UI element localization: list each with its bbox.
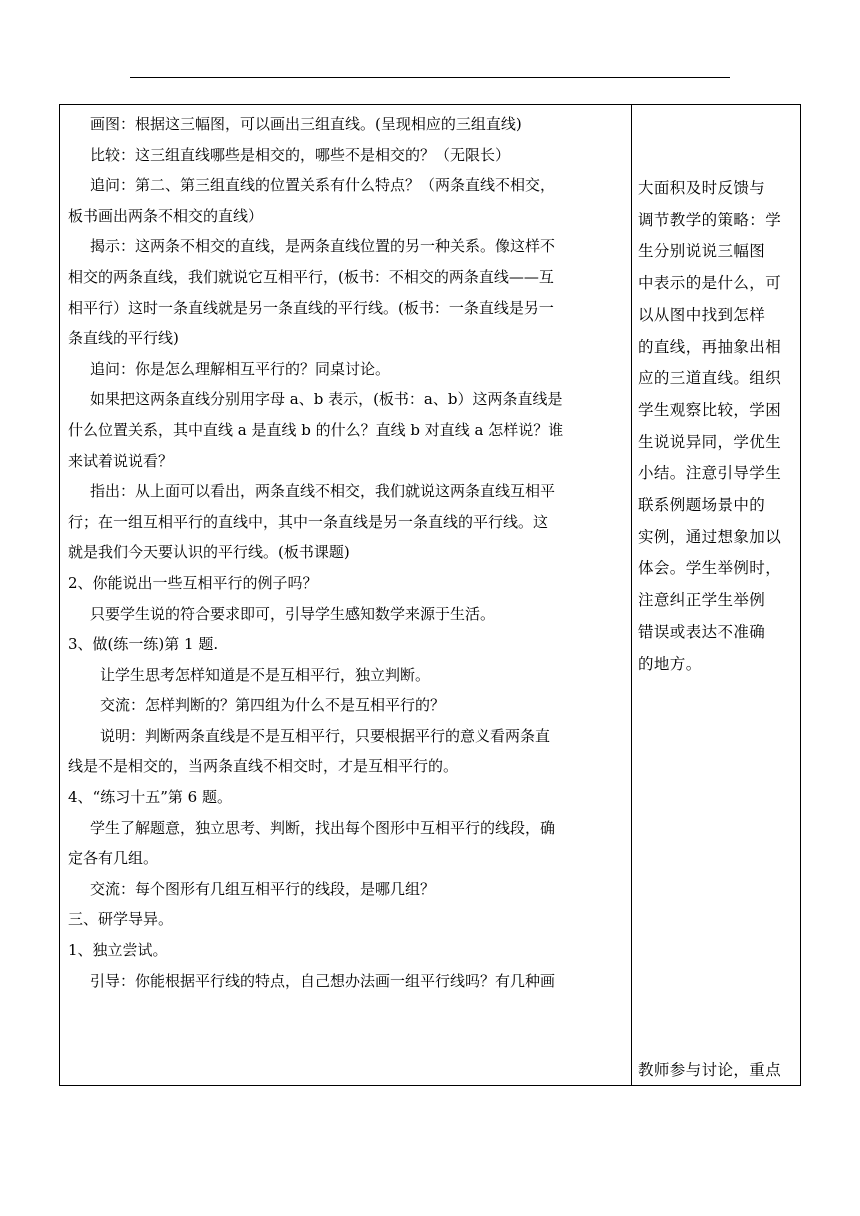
lesson-line: 追问：你是怎么理解相互平行的？同桌讨论。 xyxy=(90,359,391,378)
design-note-line: 生说说异同，学优生 xyxy=(638,432,782,451)
lesson-line: 线是不是相交的，当两条直线不相交时，才是互相平行的。 xyxy=(68,757,459,776)
lesson-line: 只要学生说的符合要求即可，引导学生感知数学来源于生活。 xyxy=(90,604,496,623)
lesson-line: 定各有几组。 xyxy=(68,849,159,868)
lesson-line: 指出：从上面可以看出，两条直线不相交，我们就说这两条直线互相平 xyxy=(90,482,556,501)
lesson-line: 三、研学导异。 xyxy=(68,910,174,929)
design-note-line: 应的三道直线。组织 xyxy=(638,369,782,388)
lesson-table xyxy=(59,104,801,1086)
design-note-line: 调节教学的策略：学 xyxy=(638,210,782,229)
lesson-line: 揭示：这两条不相交的直线，是两条直线位置的另一种关系。像这样不 xyxy=(90,237,556,256)
lesson-line: 引导：你能根据平行线的特点，自己想办法画一组平行线吗？有几种画 xyxy=(90,971,556,990)
design-note-line: 中表示的是什么，可 xyxy=(638,274,782,293)
design-note-line: 联系例题场景中的 xyxy=(638,496,766,515)
lesson-line: 相平行）这时一条直线就是另一条直线的平行线。(板书：一条直线是另一 xyxy=(68,298,554,317)
design-note-line: 注意纠正学生举例 xyxy=(638,591,766,610)
column-divider xyxy=(631,105,632,1085)
design-note-line: 错误或表达不准确 xyxy=(638,622,766,641)
design-note-line: 的地方。 xyxy=(638,654,702,673)
design-notes-bottom xyxy=(638,1055,796,1087)
lesson-line: 交流：每个图形有几组互相平行的线段，是哪几组？ xyxy=(90,879,436,898)
lesson-line: 1、独立尝试。 xyxy=(68,941,168,960)
lesson-line: 交流：怎样判断的？第四组为什么不是互相平行的？ xyxy=(100,696,446,715)
lesson-line: 板书画出两条不相交的直线） xyxy=(68,206,264,225)
design-note-line: 生分别说说三幅图 xyxy=(638,242,766,261)
lesson-process-column xyxy=(68,109,626,996)
lesson-line: 来试着说说看？ xyxy=(68,451,174,470)
lesson-line: 行；在一组互相平行的直线中，其中一条直线是另一条直线的平行线。这 xyxy=(68,512,549,531)
lesson-line: 比较：这三组直线哪些是相交的，哪些不是相交的？（无限长） xyxy=(90,145,511,164)
header-rule xyxy=(130,77,730,78)
design-note-line: 体会。学生举例时， xyxy=(638,559,782,578)
design-note-line: 教师参与讨论，重点 xyxy=(638,1061,782,1079)
design-note-line: 大面积及时反馈与 xyxy=(638,179,766,197)
design-note-line: 实例，通过想象加以 xyxy=(638,527,782,546)
lesson-line: 让学生思考怎样知道是不是互相平行，独立判断。 xyxy=(100,665,431,684)
lesson-line: 说明：判断两条直线是不是互相平行，只要根据平行的意义看两条直 xyxy=(100,726,551,745)
design-notes-column xyxy=(638,173,796,680)
lesson-line: 条直线的平行线) xyxy=(68,329,179,348)
design-note-line: 以从图中找到怎样 xyxy=(638,305,766,324)
lesson-line: 什么位置关系，其中直线 a 是直线 b 的什么？直线 b 对直线 a 怎样说？谁 xyxy=(68,420,564,439)
lesson-line: 就是我们今天要认识的平行线。(板书课题) xyxy=(68,543,350,562)
lesson-line: 4、“练习十五”第 6 题。 xyxy=(68,788,232,807)
design-note-line: 学生观察比较，学困 xyxy=(638,400,782,419)
lesson-line: 如果把这两条直线分别用字母 a、b 表示，(板书：a、b）这两条直线是 xyxy=(90,390,563,409)
lesson-line: 2、你能说出一些互相平行的例子吗？ xyxy=(68,573,318,592)
lesson-line: 画图：根据这三幅图，可以画出三组直线。(呈现相应的三组直线) xyxy=(90,115,522,133)
lesson-line: 追问：第二、第三组直线的位置关系有什么特点？（两条直线不相交， xyxy=(90,176,556,195)
lesson-line: 相交的两条直线，我们就说它互相平行，(板书：不相交的两条直线——互 xyxy=(68,267,554,286)
lesson-line: 3、做(练一练)第 1 题. xyxy=(68,635,219,654)
lesson-line: 学生了解题意，独立思考、判断，找出每个图形中互相平行的线段，确 xyxy=(90,818,556,837)
design-note-line: 小结。注意引导学生 xyxy=(638,464,782,483)
design-note-line: 的直线，再抽象出相 xyxy=(638,337,782,356)
